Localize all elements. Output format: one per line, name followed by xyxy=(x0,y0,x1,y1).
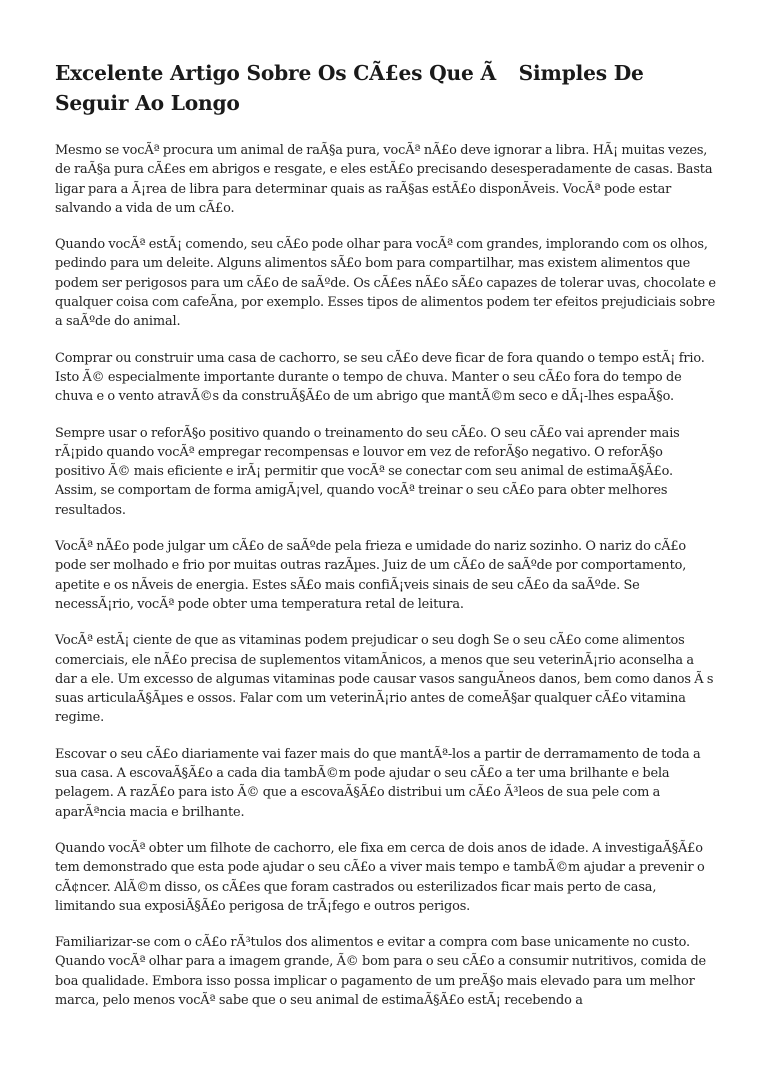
paragraph-5: VocÃª nÃ£o pode julgar um cÃ£o de saÃºde pela frieza e umidade do nariz sozinho. O nariz do cÃ£o pode ser molhado e frio por muitas outras razÃµes. Juiz de um cÃ£o de saÃºde por comportamento, apetite e os nÃveis de energia. Estes sÃ£o mais confiÃ¡veis sinais de seu cÃ£o da saÃºde. Se necessÃ¡rio, vocÃª pode obter uma temperatura retal de leitura. xyxy=(55,539,687,612)
paragraph-8: Quando vocÃª obter um filhote de cachorro, ele fixa em cerca de dois anos de idade. A investigaÃ§Ã£o tem demonstrado que esta pode ajudar o seu cÃ£o a viver mais tempo e tambÃ©m ajudar a prevenir o cÃ¢ncer. AlÃ©m disso, os cÃ£es que foram castrados ou esterilizados ficar mais perto de casa, limitando sua exposiÃ§Ã£o perigosa de trÃ¡fego e outros perigos. xyxy=(55,840,705,914)
document-title: Excelente Artigo Sobre Os CÃ£es Que Ã Simples De Seguir Ao Longo xyxy=(55,61,644,115)
paragraph-2: Quando vocÃª estÃ¡ comendo, seu cÃ£o pode olhar para vocÃª com grandes, implorando com os olhos, pedindo para um deleite. Alguns alimentos sÃ£o bom para compartilhar, mas existem alimentos que podem ser perigosos para um cÃ£o de saÃºde. Os cÃ£es nÃ£o sÃ£o capazes de tolerar uvas, chocolate e qualquer coisa com cafeÃna, por exemplo. Esses tipos de alimentos podem ter efeitos prejudiciais sobre a saÃºde do animal. xyxy=(55,237,716,330)
paragraph-4: Sempre usar o reforÃ§o positivo quando o treinamento do seu cÃ£o. O seu cÃ£o vai aprender mais rÃ¡pido quando vocÃª empregar recompensas e louvor em vez de reforÃ§o negativo. O reforÃ§o positivo Ã© mais eficiente e irÃ¡ permitir que vocÃª se conectar com seu animal de estimaÃ§Ã£o. Assim, se comportam de forma amigÃ¡vel, quando vocÃª treinar o seu cÃ£o para obter melhores resultados. xyxy=(55,425,680,518)
paragraph-6: VocÃª estÃ¡ ciente de que as vitaminas podem prejudicar o seu dogh Se o seu cÃ£o come alimentos comerciais, ele nÃ£o precisa de suplementos vitamÃnicos, a menos que seu veterinÃ¡rio aconselha a dar a ele. Um excesso de algumas vitaminas pode causar vasos sanguÃneos danos, bem como danos Ã s suas articulaÃ§Ãµes e ossos. Falar com um veterinÃ¡rio antes de comeÃ§ar qualquer cÃ£o vitamina regime. xyxy=(55,633,714,726)
paragraph-1: Mesmo se vocÃª procura um animal de raÃ§a pura, vocÃª nÃ£o deve ignorar a libra. HÃ¡ muitas vezes, de raÃ§a pura cÃ£es em abrigos e resgate, e eles estÃ£o precisando desesperadamente de casas. Basta ligar para a Ã¡rea de libra para determinar quais as raÃ§as estÃ£o disponÃveis. VocÃª pode estar salvando a vida de um cÃ£o. xyxy=(55,143,713,216)
paragraph-7: Escovar o seu cÃ£o diariamente vai fazer mais do que mantÃª-los a partir de derramamento de toda a sua casa. A escovaÃ§Ã£o a cada dia tambÃ©m pode ajudar o seu cÃ£o a ter uma brilhante e bela pelagem. A razÃ£o para isto Ã© que a escovaÃ§Ã£o distribui um cÃ£o Ã³leos de sua pele com a aparÃªncia macia e brilhante. xyxy=(55,746,701,820)
paragraph-9: Familiarizar-se com o cÃ£o rÃ³tulos dos alimentos e evitar a compra com base unicamente no custo. Quando vocÃª olhar para a imagem grande, Ã© bom para o seu cÃ£o a consumir nutritivos, comida de boa qualidade. Embora isso possa implicar o pagamento de um preÃ§o mais elevado para um melhor marca, pelo menos vocÃª sabe que o seu animal de estimaÃ§Ã£o estÃ¡ recebendo a xyxy=(55,935,707,1008)
paragraph-3: Comprar ou construir uma casa de cachorro, se seu cÃ£o deve ficar de fora quando o tempo estÃ¡ frio. Isto Ã© especialmente importante durante o tempo de chuva. Manter o seu cÃ£o fora do tempo de chuva e o vento atravÃ©s da construÃ§Ã£o de um abrigo que mantÃ©m seco e dÃ¡-lhes espaÃ§o. xyxy=(55,350,705,405)
